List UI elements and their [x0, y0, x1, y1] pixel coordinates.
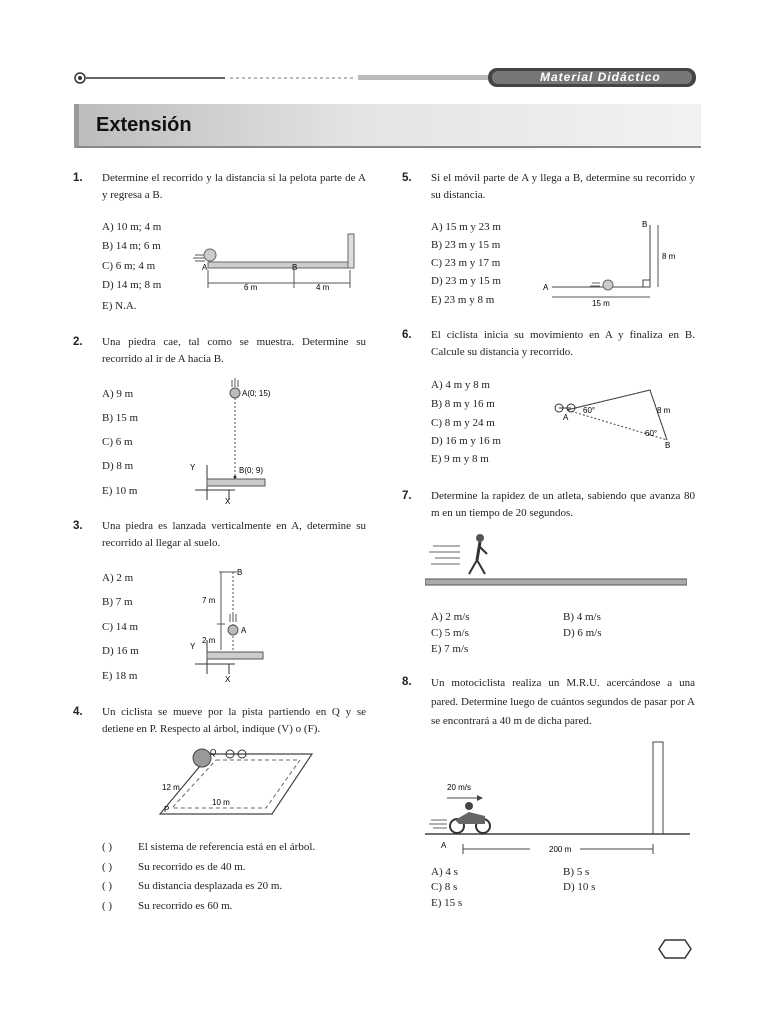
- option[interactable]: E) 7 m/s: [431, 643, 469, 655]
- label-y: Y: [190, 463, 196, 472]
- question-number: 3.: [73, 520, 83, 532]
- option[interactable]: A) 9 m: [102, 388, 134, 400]
- label-angle-b: 60°: [645, 429, 658, 438]
- option[interactable]: D) 16 m: [102, 645, 139, 657]
- label-b: B: [665, 441, 671, 450]
- option[interactable]: C) 5 m/s: [431, 627, 469, 639]
- statement-mark[interactable]: ( ): [102, 880, 113, 892]
- option[interactable]: E) 9 m y 8 m: [431, 453, 489, 465]
- page-number-badge: [657, 938, 693, 960]
- option[interactable]: C) 8 s: [431, 881, 458, 893]
- option[interactable]: B) 8 m y 16 m: [431, 398, 495, 410]
- option[interactable]: A) 4 m y 8 m: [431, 379, 490, 391]
- label-8m: 8 m: [662, 252, 676, 261]
- statement-mark[interactable]: ( ): [102, 900, 113, 912]
- figure-ball-wall: [190, 228, 365, 298]
- question-number: 1.: [73, 172, 83, 184]
- question-text: Determine el recorrido y la distancia si la pelota parte de A y regresa a B.: [102, 172, 366, 201]
- option[interactable]: D) 10 s: [563, 881, 596, 893]
- option[interactable]: C) 6 m: [102, 436, 133, 448]
- header-rule: [0, 0, 768, 100]
- figure-runner: [425, 530, 687, 590]
- statement-text: El sistema de referencia está en el árbol.: [138, 841, 316, 853]
- label-a: A: [241, 626, 247, 635]
- brand-title: Material Didáctico: [540, 70, 661, 84]
- label-a: A: [202, 263, 208, 272]
- label-p: P: [164, 805, 170, 814]
- question-number: 2.: [73, 336, 83, 348]
- question-text: Un motociclista realiza un M.R.U. acercándose a una pared. Determine luego de cuántos segundos de pasar por A se encontrará a 40 m de dicha pared.: [431, 677, 695, 727]
- question-text: Una piedra cae, tal como se muestra. Determine su recorrido al ir de A hacia B.: [102, 336, 366, 365]
- option[interactable]: A) 2 m: [102, 572, 134, 584]
- question-number: 7.: [402, 490, 412, 502]
- question-number: 5.: [402, 172, 412, 184]
- option[interactable]: E) 15 s: [431, 897, 463, 909]
- option[interactable]: D) 8 m: [102, 460, 134, 472]
- statement-mark[interactable]: ( ): [102, 861, 113, 873]
- option[interactable]: D) 23 m y 15 m: [431, 275, 501, 287]
- label-12m: 12 m: [162, 783, 180, 792]
- option[interactable]: B) 14 m; 6 m: [102, 240, 161, 252]
- option[interactable]: D) 6 m/s: [563, 627, 602, 639]
- label-7m: 7 m: [202, 596, 216, 605]
- option[interactable]: B) 15 m: [102, 412, 139, 424]
- figure-track: [150, 738, 320, 820]
- label-angle-a: 60°: [583, 406, 596, 415]
- label-6m: 6 m: [244, 283, 258, 292]
- option[interactable]: C) 6 m; 4 m: [102, 260, 156, 272]
- label-x: X: [225, 497, 231, 506]
- option[interactable]: E) N.A.: [102, 300, 137, 312]
- option[interactable]: A) 10 m; 4 m: [102, 221, 162, 233]
- question-text: Una piedra es lanzada verticalmente en A, determine su recorrido al llegar al suelo.: [102, 520, 366, 549]
- label-10m: 10 m: [212, 798, 230, 807]
- statement-text: Su recorrido es 60 m.: [138, 900, 233, 912]
- label-b: B: [642, 220, 648, 229]
- statement-text: Su recorrido es de 40 m.: [138, 861, 246, 873]
- label-b: B(0; 9): [239, 466, 264, 475]
- figure-triangle-path: [545, 382, 685, 452]
- label-a: A(0; 15): [242, 389, 271, 398]
- label-y: Y: [190, 642, 196, 651]
- label-a: A: [543, 283, 549, 292]
- label-q: Q: [210, 748, 217, 757]
- option[interactable]: A) 2 m/s: [431, 611, 470, 623]
- figure-motorcycle-wall: [425, 740, 690, 860]
- question-text: El ciclista inicia su movimiento en A y finaliza en B. Calcule su distancia y recorrido.: [431, 329, 695, 358]
- question-number: 6.: [402, 329, 412, 341]
- option[interactable]: E) 18 m: [102, 670, 138, 682]
- question-number: 8.: [402, 676, 412, 688]
- option[interactable]: E) 23 m y 8 m: [431, 294, 495, 306]
- label-a: A: [563, 413, 569, 422]
- label-4m: 4 m: [316, 283, 330, 292]
- figure-thrown-stone: [185, 562, 295, 687]
- label-15m: 15 m: [592, 299, 610, 308]
- option[interactable]: C) 23 m y 17 m: [431, 257, 501, 269]
- statement-text: Su distancia desplazada es 20 m.: [138, 880, 283, 892]
- question-number: 4.: [73, 706, 83, 718]
- option[interactable]: B) 23 m y 15 m: [431, 239, 501, 251]
- label-2m: 2 m: [202, 636, 216, 645]
- option[interactable]: B) 5 s: [563, 866, 590, 878]
- label-200m: 200 m: [549, 845, 572, 854]
- option[interactable]: B) 4 m/s: [563, 611, 601, 623]
- question-text: Un ciclista se mueve por la pista partiendo en Q y se detiene en P. Respecto al árbol, indique (V) o (F).: [102, 706, 366, 735]
- option[interactable]: B) 7 m: [102, 596, 133, 608]
- section-title: Extensión: [96, 114, 192, 136]
- label-x: X: [225, 675, 231, 684]
- label-b: B: [237, 568, 243, 577]
- option[interactable]: C) 14 m: [102, 621, 139, 633]
- option[interactable]: E) 10 m: [102, 485, 138, 497]
- figure-falling-stone: [185, 375, 295, 510]
- statement-mark[interactable]: ( ): [102, 841, 113, 853]
- figure-l-path: [538, 215, 688, 310]
- label-8m: 8 m: [657, 406, 671, 415]
- option[interactable]: D) 16 m y 16 m: [431, 435, 501, 447]
- option[interactable]: A) 4 s: [431, 866, 458, 878]
- option[interactable]: D) 14 m; 8 m: [102, 279, 162, 291]
- option[interactable]: C) 8 m y 24 m: [431, 417, 495, 429]
- question-text: Si el móvil parte de A y llega a B, determine su recorrido y su distancia.: [431, 172, 695, 201]
- label-b: B: [292, 263, 298, 272]
- option[interactable]: A) 15 m y 23 m: [431, 221, 501, 233]
- question-text: Determine la rapidez de un atleta, sabiendo que avanza 80 m en un tiempo de 20 segundos.: [431, 490, 695, 519]
- label-a: A: [441, 841, 447, 850]
- label-velocity: 20 m/s: [447, 783, 472, 792]
